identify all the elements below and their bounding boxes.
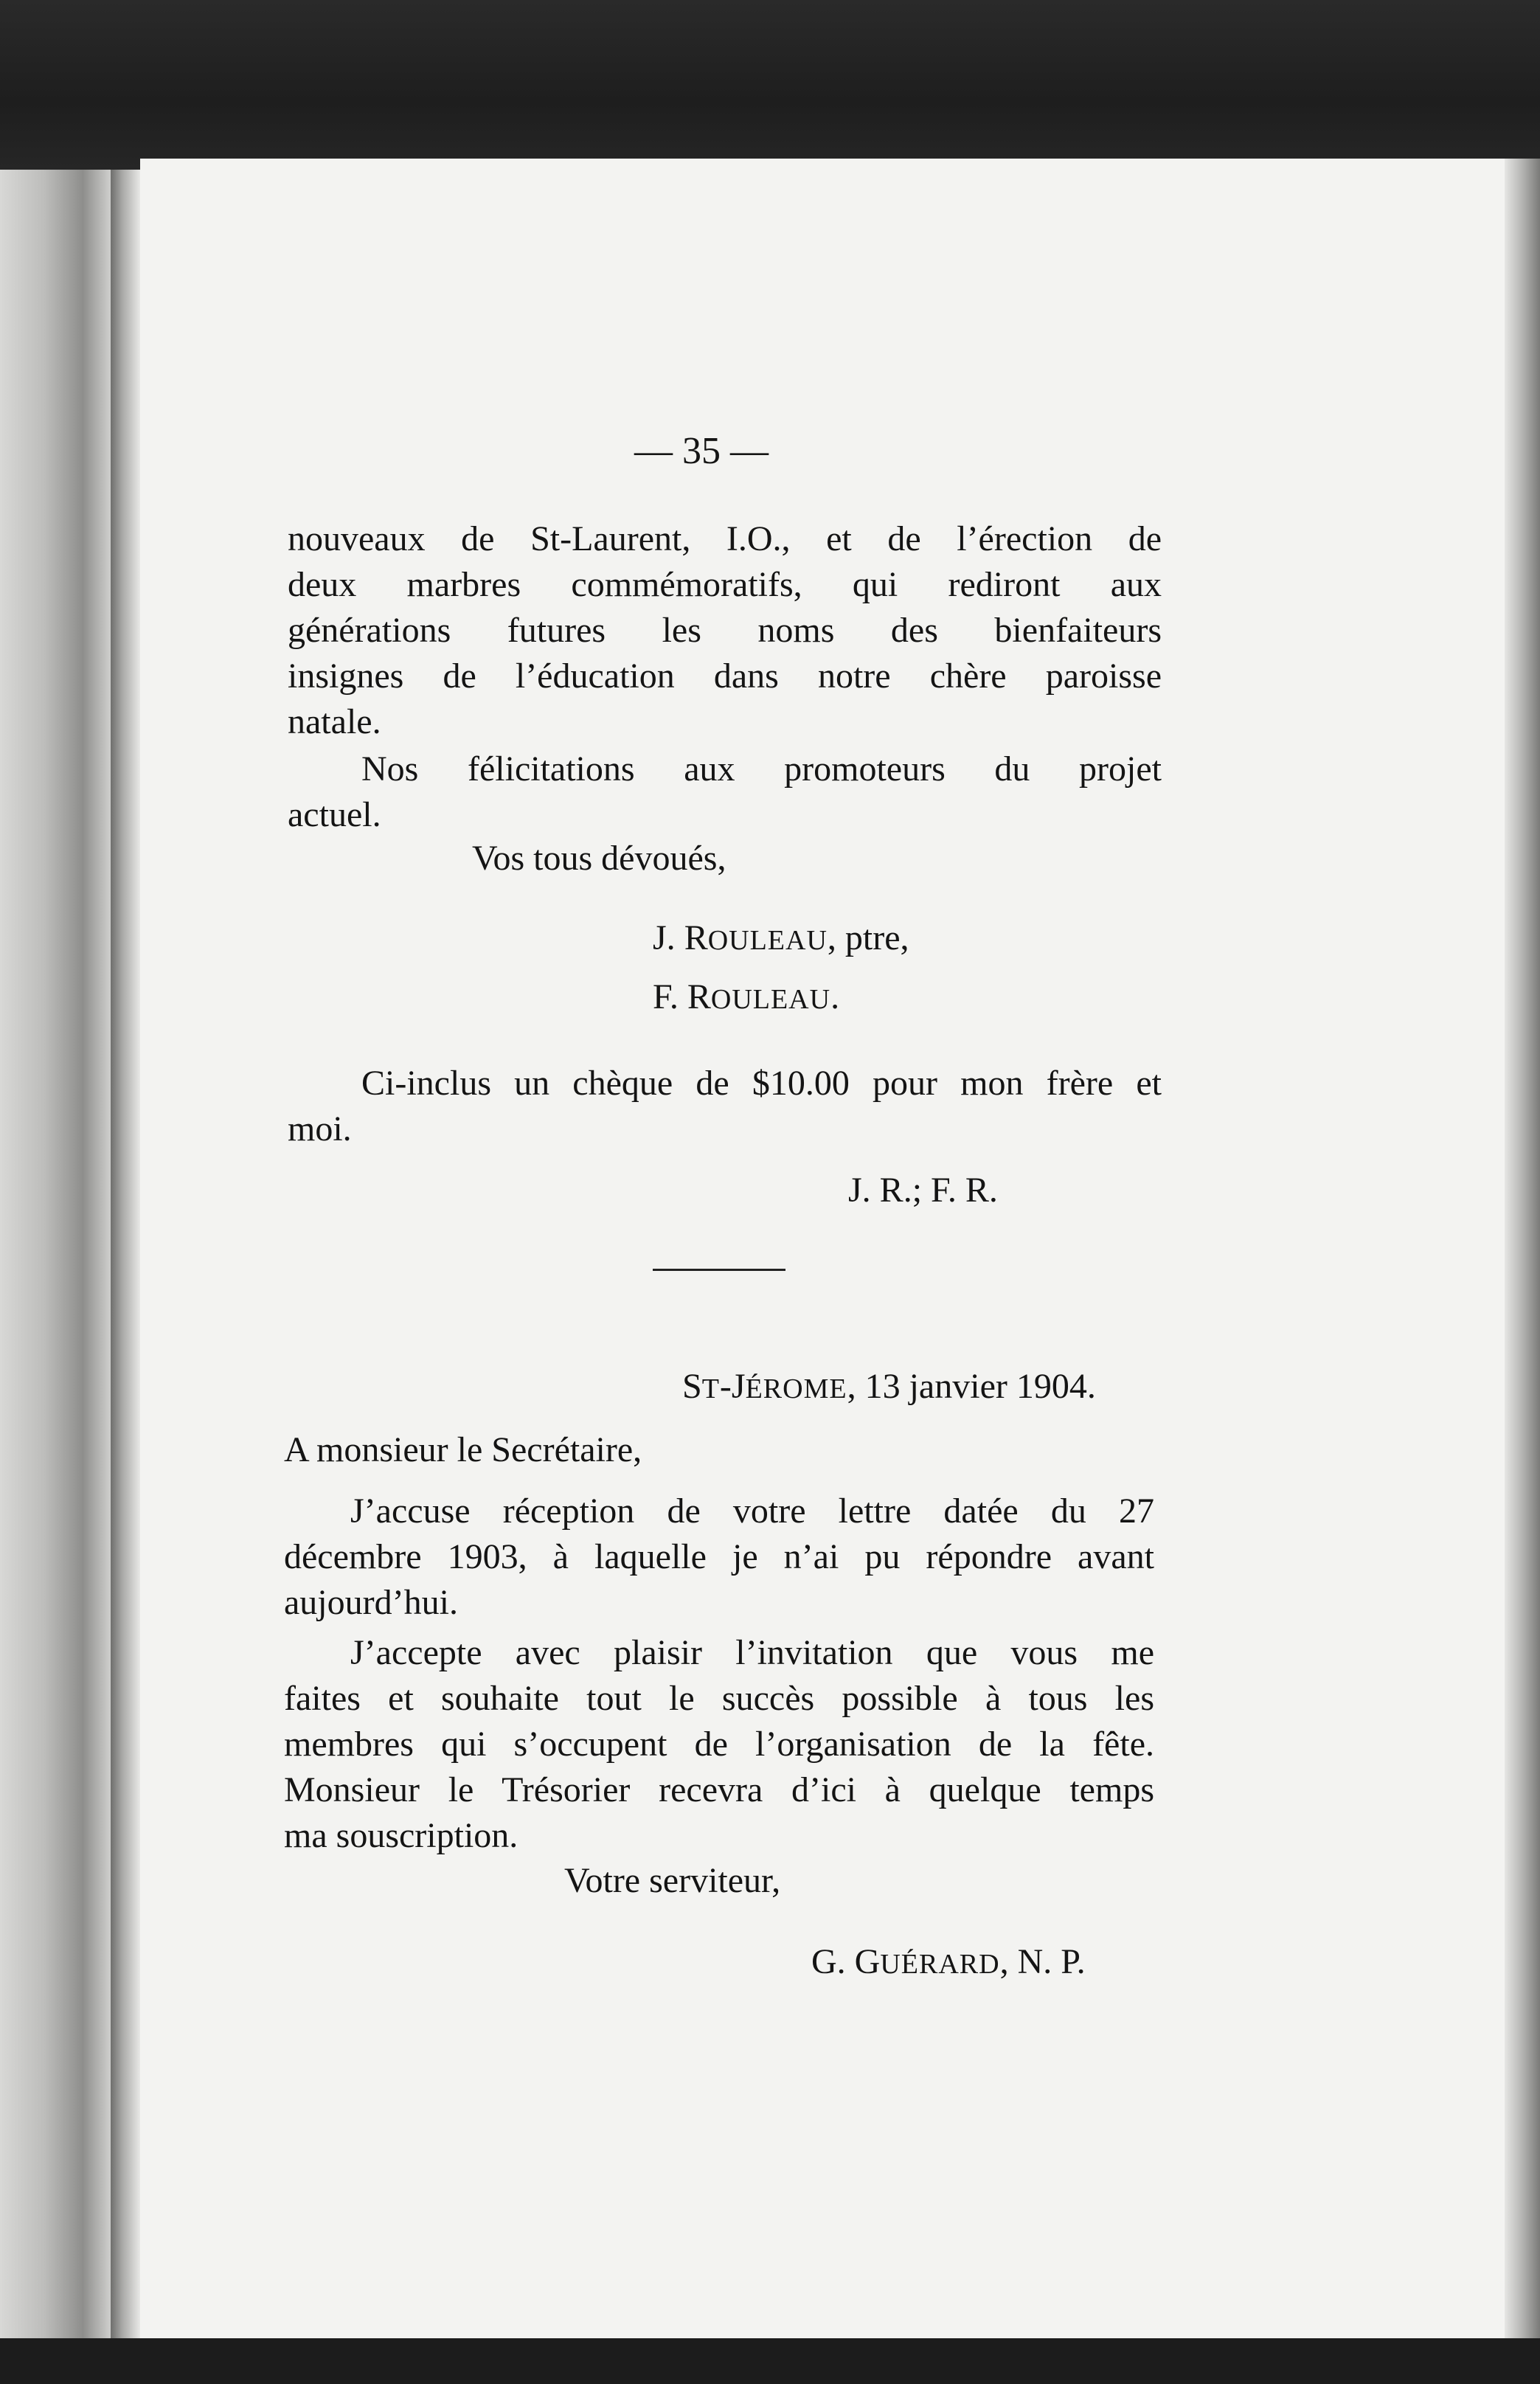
- sig2-smallcaps: OULEAU: [710, 984, 831, 1015]
- para2-line-5: ma souscription.: [284, 1816, 518, 1855]
- letter1-line-1: nouveaux de St-Laurent, I.O., et de l’érection de: [288, 519, 1162, 558]
- sig2-cap: R: [687, 977, 711, 1016]
- scan-bottom-border: [0, 2338, 1540, 2384]
- sig2-initial: F.: [653, 977, 687, 1016]
- sig3-initial: G.: [811, 1942, 855, 1981]
- para2-line-4: Monsieur le Trésorier recevra d’ici à quelque temps: [284, 1770, 1154, 1809]
- postscript-line-1: Ci-inclus un chèque de $10.00 pour mon frère et: [361, 1064, 1162, 1103]
- sig1-suffix: , ptre,: [827, 918, 909, 957]
- signature-g-guerard: [811, 1938, 1086, 1988]
- sig1-smallcaps: OULEAU: [707, 925, 828, 956]
- sig3-smallcaps: UÉRARD: [880, 1949, 1000, 1980]
- letter1-line-2: deux marbres commémoratifs, qui rediront aux: [288, 565, 1162, 604]
- letter1-closing: Vos tous dévoués,: [472, 839, 726, 878]
- sig2-suffix: .: [830, 977, 840, 1016]
- postscript-line-2: moi.: [288, 1109, 352, 1148]
- signature-f-rouleau: [653, 974, 839, 1023]
- congrats-line-2: actuel.: [288, 795, 381, 834]
- dateline-rest: , 13 janvier 1904.: [847, 1367, 1096, 1406]
- page-number: — 35 —: [634, 430, 769, 472]
- sig3-suffix: , N. P.: [999, 1942, 1086, 1981]
- dateline-sc1: T: [701, 1373, 720, 1404]
- sig1-cap: R: [684, 918, 708, 957]
- letter1-line-5: natale.: [288, 702, 381, 741]
- letter1-line-3: générations futures les noms des bienfaiteurs: [288, 611, 1162, 650]
- para1-line-2: décembre 1903, à laquelle je n’ai pu répondre avant: [284, 1537, 1154, 1576]
- congrats-line-1: Nos félicitations aux promoteurs du projet: [361, 749, 1162, 789]
- salutation: A monsieur le Secrétaire,: [284, 1430, 642, 1469]
- page-gutter: [111, 170, 140, 2338]
- separator-rule: [653, 1269, 785, 1271]
- postscript-initials: J. R.; F. R.: [848, 1171, 998, 1210]
- para1-line-3: aujourd’hui.: [284, 1583, 458, 1622]
- book-page: [140, 159, 1519, 2338]
- book-spine-edge: [0, 170, 111, 2338]
- page-right-edge: [1505, 159, 1540, 2338]
- para2-line-3: membres qui s’occupent de l’organisation de la fête.: [284, 1725, 1154, 1764]
- dateline-sc2: ÉROME: [745, 1373, 847, 1404]
- sig1-initial: J.: [653, 918, 684, 957]
- dateline: [682, 1363, 1096, 1413]
- dateline-dash: -J: [719, 1367, 746, 1406]
- para2-line-2: faites et souhaite tout le succès possible à tous les: [284, 1679, 1154, 1718]
- letter1-line-4: insignes de l’éducation dans notre chère paroisse: [288, 656, 1162, 696]
- para2-line-1: J’accepte avec plaisir l’invitation que vous me: [350, 1633, 1154, 1672]
- sig3-cap: G: [854, 1942, 881, 1981]
- letter2-closing: Votre serviteur,: [564, 1861, 781, 1900]
- scan-top-border: [0, 0, 1540, 170]
- signature-j-rouleau: [653, 915, 909, 964]
- para1-line-1: J’accuse réception de votre lettre datée du 27: [350, 1491, 1154, 1531]
- dateline-cap1: S: [682, 1367, 702, 1406]
